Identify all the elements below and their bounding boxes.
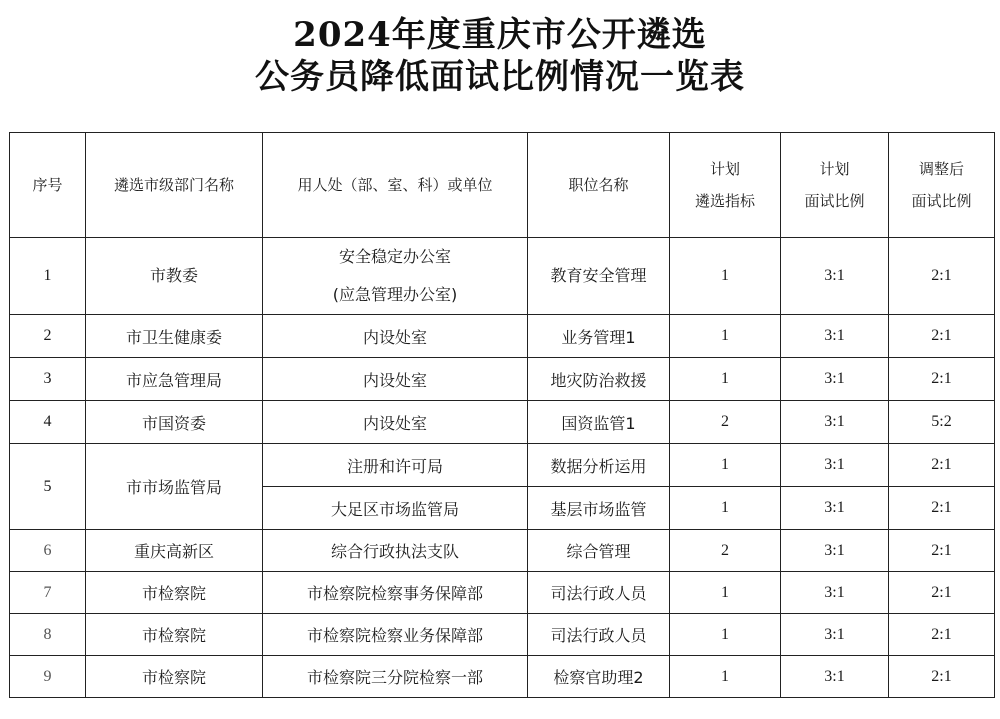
row-dept: 市检察院	[86, 614, 263, 656]
row-no: 5	[10, 444, 86, 530]
header-dept: 遴选市级部门名称	[86, 133, 263, 238]
table-row	[10, 401, 995, 444]
title-line-1: 2024年度重庆市公开遴选	[293, 15, 707, 55]
row-dept: 重庆高新区	[86, 530, 263, 572]
row-dept: 市检察院	[86, 656, 263, 698]
row-unit-line1: 安全稳定办公室	[338, 247, 451, 266]
row-adjusted-ratio: 2:1	[889, 315, 995, 358]
row-quota: 2	[670, 401, 781, 444]
row-position: 地灾防治救援	[528, 358, 670, 401]
row-planned-ratio: 3:1	[781, 401, 889, 444]
table-row	[10, 614, 995, 656]
row-unit	[263, 238, 528, 315]
table-row	[10, 572, 995, 614]
header-planned-line2: 面试比例	[804, 192, 865, 210]
row-position: 检察官助理2	[528, 656, 670, 698]
row-no: 9	[10, 656, 86, 698]
row-planned-ratio: 3:1	[781, 656, 889, 698]
header-quota-line2: 遴选指标	[694, 192, 755, 210]
row-dept: 市教委	[86, 238, 263, 315]
row-adjusted-ratio: 2:1	[889, 656, 995, 698]
row-dept: 市市场监管局	[86, 444, 263, 530]
header-adjusted-ratio	[889, 133, 995, 238]
header-position: 职位名称	[528, 133, 670, 238]
table-row	[10, 238, 995, 315]
row-quota: 1	[670, 358, 781, 401]
row-dept: 市国资委	[86, 401, 263, 444]
row-position: 数据分析运用	[528, 444, 670, 487]
row-unit: 综合行政执法支队	[263, 530, 528, 572]
row-unit: 内设处室	[263, 315, 528, 358]
row-position: 业务管理1	[528, 315, 670, 358]
row-unit: 市检察院检察事务保障部	[263, 572, 528, 614]
row-no: 4	[10, 401, 86, 444]
row-unit: 市检察院检察业务保障部	[263, 614, 528, 656]
table-row	[10, 358, 995, 401]
row-adjusted-ratio: 2:1	[889, 530, 995, 572]
row-planned-ratio: 3:1	[781, 444, 889, 487]
row-unit: 内设处室	[263, 401, 528, 444]
row-quota: 1	[670, 614, 781, 656]
row-adjusted-ratio: 2:1	[889, 444, 995, 487]
row-planned-ratio: 3:1	[781, 358, 889, 401]
row-quota: 1	[670, 315, 781, 358]
row-adjusted-ratio: 2:1	[889, 572, 995, 614]
row-no: 3	[10, 358, 86, 401]
header-adjusted-line1: 调整后	[918, 160, 964, 178]
header-row	[10, 133, 995, 238]
row-adjusted-ratio: 2:1	[889, 614, 995, 656]
row-dept: 市检察院	[86, 572, 263, 614]
table-row	[10, 315, 995, 358]
row-unit-line2: (应急管理办公室)	[332, 285, 458, 304]
row-position: 综合管理	[528, 530, 670, 572]
row-planned-ratio: 3:1	[781, 572, 889, 614]
document-title	[0, 14, 1000, 98]
row-position: 司法行政人员	[528, 614, 670, 656]
row-position: 司法行政人员	[528, 572, 670, 614]
row-position: 教育安全管理	[528, 238, 670, 315]
table-row	[10, 530, 995, 572]
row-unit: 注册和许可局	[263, 444, 528, 487]
row-unit: 市检察院三分院检察一部	[263, 656, 528, 698]
row-unit: 大足区市场监管局	[263, 487, 528, 530]
row-quota: 1	[670, 444, 781, 487]
header-quota	[670, 133, 781, 238]
row-no: 1	[10, 238, 86, 315]
row-planned-ratio: 3:1	[781, 530, 889, 572]
adjustment-table	[9, 132, 995, 698]
row-no: 8	[10, 614, 86, 656]
row-quota: 1	[670, 572, 781, 614]
header-planned-line1: 计划	[819, 160, 850, 178]
row-unit: 内设处室	[263, 358, 528, 401]
header-unit: 用人处（部、室、科）或单位	[263, 133, 528, 238]
header-quota-line1: 计划	[709, 160, 740, 178]
row-adjusted-ratio: 5:2	[889, 401, 995, 444]
title-line-2: 公务员降低面试比例情况一览表	[255, 57, 745, 97]
row-planned-ratio: 3:1	[781, 238, 889, 315]
row-planned-ratio: 3:1	[781, 614, 889, 656]
row-quota: 1	[670, 238, 781, 315]
row-quota: 2	[670, 530, 781, 572]
header-adjusted-line2: 面试比例	[911, 192, 972, 210]
row-planned-ratio: 3:1	[781, 487, 889, 530]
row-no: 6	[10, 530, 86, 572]
row-no: 2	[10, 315, 86, 358]
row-dept: 市卫生健康委	[86, 315, 263, 358]
row-adjusted-ratio: 2:1	[889, 487, 995, 530]
row-adjusted-ratio: 2:1	[889, 358, 995, 401]
header-no: 序号	[10, 133, 86, 238]
table-row	[10, 444, 995, 487]
row-position: 基层市场监管	[528, 487, 670, 530]
row-dept: 市应急管理局	[86, 358, 263, 401]
row-quota: 1	[670, 656, 781, 698]
header-planned-ratio	[781, 133, 889, 238]
row-adjusted-ratio: 2:1	[889, 238, 995, 315]
row-planned-ratio: 3:1	[781, 315, 889, 358]
row-position: 国资监管1	[528, 401, 670, 444]
row-no: 7	[10, 572, 86, 614]
row-quota: 1	[670, 487, 781, 530]
table-row	[10, 656, 995, 698]
